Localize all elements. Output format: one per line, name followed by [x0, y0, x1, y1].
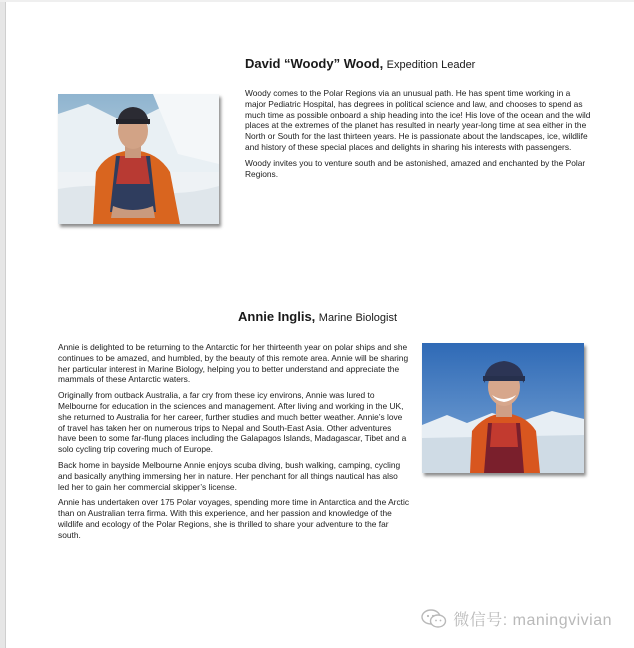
person2-paragraph: Annie has undertaken over 175 Polar voyages, spending more time in Antarctica and the Arctic than on Australian terra firma. With this experience, and her passion and knowledge of the wildlife and ecology of the Polar Regions, she is thrilled to share your adventure to the far south. — [58, 497, 410, 540]
person2-name: Annie Inglis, — [238, 309, 316, 324]
person2-role: Marine Biologist — [318, 312, 398, 324]
person1-heading — [245, 56, 475, 71]
person1-photo — [58, 94, 219, 224]
person2-paragraph: Back home in bayside Melbourne Annie enjoys scuba diving, bush walking, camping, cycling and basically anything immersing her in nature. Her penchant for all things nautical has also led her to gain her commercial skipper’s license. — [58, 459, 401, 492]
person1-role: Expedition Leader — [386, 59, 476, 71]
person1-paragraph: Woody invites you to venture south and be astonished, amazed and enchanted by the Polar Regions. — [245, 157, 586, 179]
person2-portrait-image — [422, 343, 584, 473]
person1-portrait-image — [58, 94, 219, 224]
person1-paragraph: Woody comes to the Polar Regions via an unusual path. He has spent time working in a major Pediatric Hospital, has degrees in political science and law, and chooses to spend as much time as possible onboard a ship heading into the ice! His love of the ocean and the wild places at the extremes of the planet has resulted in nearly year-long time at sea either in the North or South for the last thirteen years. He is passionate about the landscapes, ice, wildlife and history of these special places and delights in sharing his interests with passengers. — [245, 88, 591, 152]
person1-name: David “Woody” Wood, — [245, 56, 384, 71]
person2-heading — [238, 309, 397, 324]
watermark-text: 微信号: maningvivian — [453, 612, 612, 629]
person2-paragraph: Originally from outback Australia, a far cry from these icy environs, Annie was lured to Melbourne for education in the sciences and management. After living and working in the UK, she returned to Australia for her career, further studies and much better weather. Annie’s love of travel has taken her on numerous trips to Nepal and South-East Asia. Other adventures have been to some far-flung places including the Galapagos Islands, Madagascar, Tibet and a solo cycling trip covering much of Europe. — [58, 390, 407, 455]
person1-bio — [245, 88, 591, 184]
person2-bio — [58, 342, 410, 546]
wechat-icon — [421, 608, 447, 630]
page-left-edge — [0, 0, 6, 648]
person2-paragraph: Annie is delighted to be returning to the Antarctic for her thirteenth year on polar ships and she continues to be amazed, and humbled, by the beauty of this remote area. Annie will be sharing her particular interest in Marine Biology, helping you to better understand and appreciate the mammals of these Antarctic waters. — [58, 342, 409, 385]
wechat-watermark — [421, 607, 612, 630]
page-top-edge — [0, 0, 634, 2]
person2-photo — [422, 343, 584, 473]
